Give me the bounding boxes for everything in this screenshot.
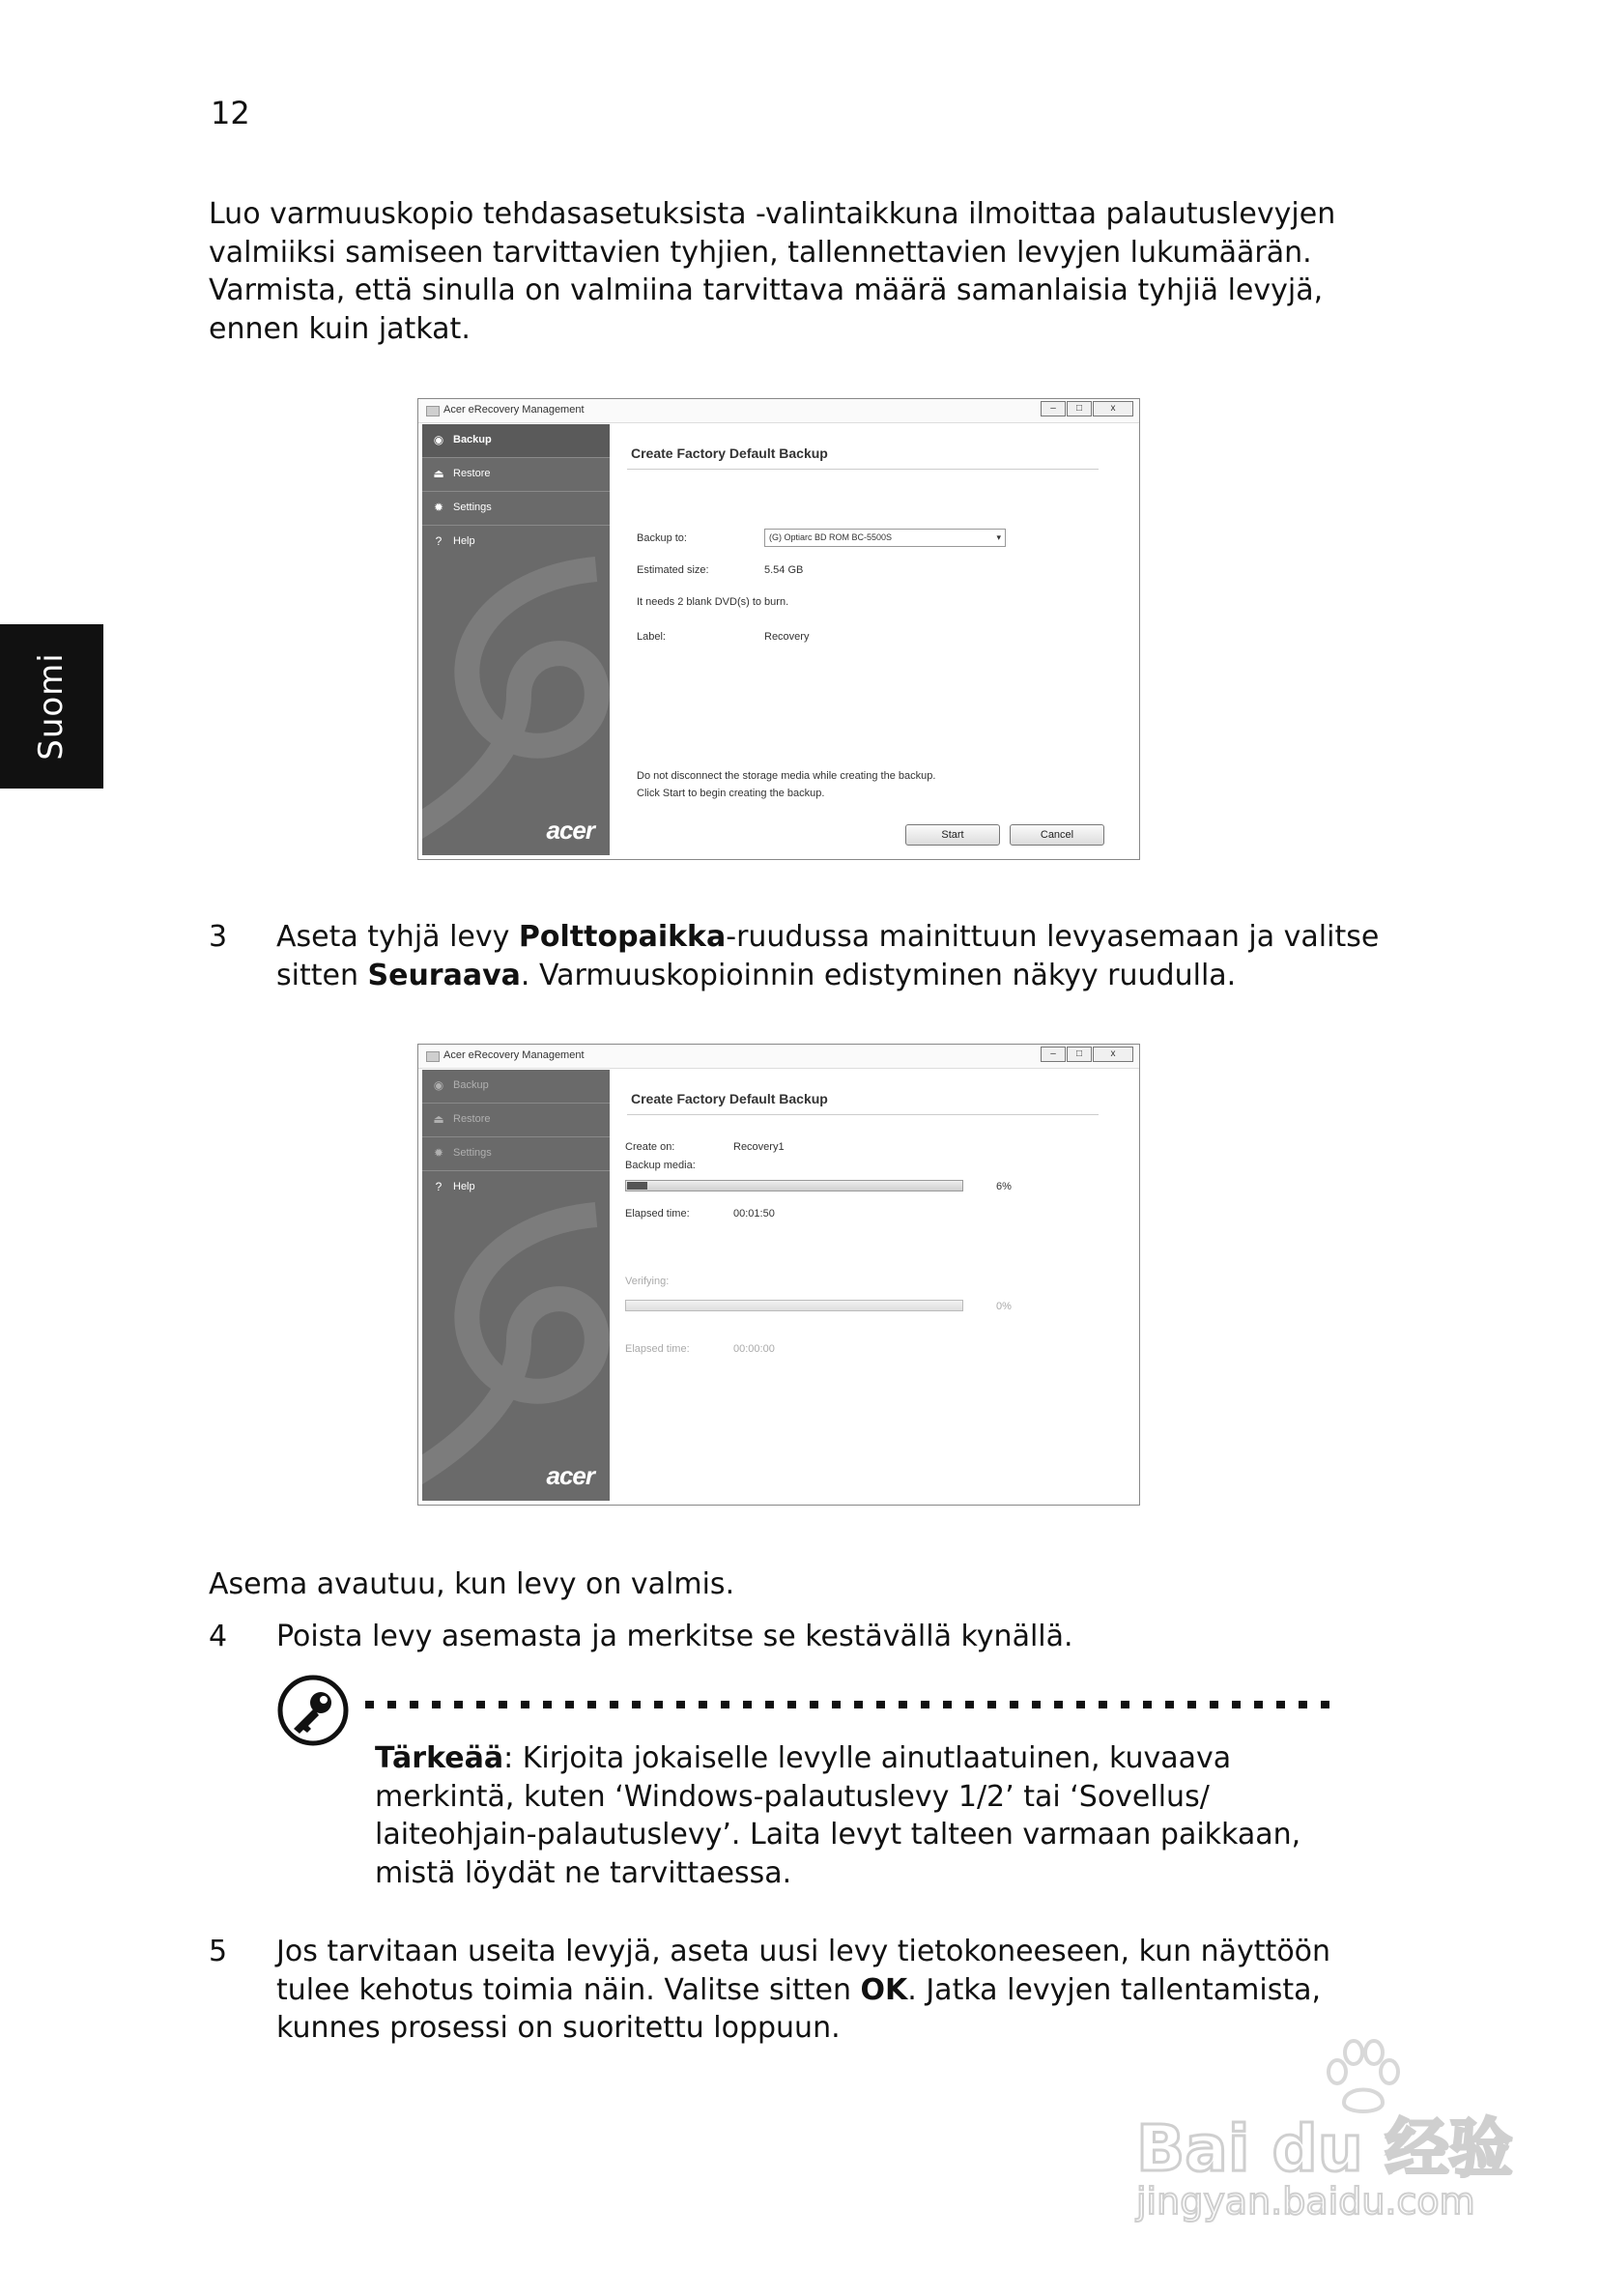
backup-progress-percent: 6%	[996, 1181, 1012, 1192]
window-titlebar	[418, 399, 1139, 423]
page-number: 12	[211, 95, 250, 131]
sidebar-item-label: Restore	[453, 468, 491, 479]
backup-progress-fill	[627, 1182, 647, 1190]
verifying-label: Verifying:	[625, 1276, 670, 1287]
swirl-decoration	[422, 1186, 610, 1495]
elapsed-time-label: Elapsed time:	[625, 1343, 690, 1355]
window-titlebar	[418, 1045, 1139, 1069]
step-5	[0, 1933, 1600, 2049]
step-3	[0, 918, 1600, 995]
verify-progress-bar	[625, 1300, 963, 1311]
gear-icon: ✹	[433, 1146, 444, 1160]
sidebar-item-settings[interactable]	[422, 1137, 610, 1171]
watermark-brand: Bai du 经验	[1136, 2111, 1513, 2186]
sidebar-item-restore[interactable]	[422, 1104, 610, 1137]
minimize-button[interactable]: –	[1041, 401, 1066, 416]
important-key-icon	[276, 1674, 350, 1747]
create-on-value: Recovery1	[733, 1141, 785, 1153]
important-note	[375, 1739, 1341, 1892]
backup-icon: ◉	[433, 1078, 444, 1092]
elapsed-time-label: Elapsed time:	[625, 1208, 690, 1220]
sidebar-item-label: Settings	[453, 1147, 492, 1159]
baidu-watermark	[1136, 2039, 1523, 2232]
create-on-label: Create on:	[625, 1141, 675, 1153]
sidebar-item-help[interactable]	[422, 526, 610, 559]
acer-logo: acer	[546, 816, 594, 845]
label-field-label: Label:	[637, 631, 666, 643]
sidebar-item-label: Backup	[453, 1079, 489, 1091]
backup-to-value: (G) Optiarc BD ROM BC-5500S	[769, 532, 893, 542]
chevron-down-icon: ▾	[996, 532, 1001, 542]
step-text: sitten	[276, 958, 368, 992]
intro-line: ennen kuin jatkat.	[209, 311, 471, 346]
sidebar-item-label: Backup	[453, 434, 492, 445]
intro-paragraph	[209, 195, 1368, 348]
estimated-size-value: 5.54 GB	[764, 564, 804, 576]
step-text: tulee kehotus toimia näin. Valitse sitten	[276, 1972, 861, 2007]
window-title: Acer eRecovery Management	[443, 404, 585, 416]
watermark-url: jingyan.baidu.com	[1136, 2180, 1475, 2223]
note-text: : Kirjoita jokaiselle levylle ainutlaatuinen, kuvaava	[503, 1741, 1232, 1775]
elapsed-time-value: 00:01:50	[733, 1208, 775, 1220]
backup-icon: ◉	[433, 433, 444, 446]
info-line: Do not disconnect the storage media while creating the backup.	[637, 770, 936, 782]
restore-icon: ⏏	[433, 467, 444, 480]
note-divider	[365, 1701, 1341, 1708]
note-text: merkintä, kuten ‘Windows-palautuslevy 1/2’ tai ‘Sovellus/	[375, 1779, 1210, 1814]
step-text: -ruudussa mainittuun levyasemaan ja valitse	[726, 920, 1380, 954]
language-tab-label: Suomi	[32, 652, 71, 761]
sidebar-item-label: Restore	[453, 1113, 491, 1125]
step-4	[0, 1618, 1600, 1656]
dialog-heading: Create Factory Default Backup	[631, 1091, 828, 1106]
maximize-button[interactable]: □	[1067, 401, 1092, 416]
dialog-main-panel	[610, 424, 1135, 855]
window-title: Acer eRecovery Management	[443, 1049, 585, 1061]
note-text: mistä löydät ne tarvittaessa.	[375, 1855, 792, 1890]
info-line: Click Start to begin creating the backup.	[637, 788, 825, 799]
divider	[627, 469, 1099, 470]
ui-term-seuraava: Seuraava	[367, 958, 521, 992]
step-text: . Varmuuskopioinnin edistyminen näkyy ruudulla.	[520, 958, 1237, 992]
backup-to-select[interactable]	[764, 529, 1006, 547]
label-field-value: Recovery	[764, 631, 810, 643]
close-button[interactable]: x	[1093, 401, 1133, 416]
backup-to-label: Backup to:	[637, 532, 687, 544]
sidebar	[422, 424, 610, 855]
help-icon: ?	[435, 1180, 443, 1193]
intro-line: Luo varmuuskopio tehdasasetuksista -valintaikkuna ilmoittaa palautuslevyjen	[209, 197, 1336, 231]
maximize-button[interactable]: □	[1067, 1047, 1092, 1062]
verify-progress-percent: 0%	[996, 1301, 1012, 1312]
sidebar-item-restore[interactable]	[422, 458, 610, 492]
gear-icon: ✹	[433, 501, 444, 514]
close-button[interactable]: x	[1093, 1047, 1133, 1062]
dialog-main-panel	[610, 1070, 1135, 1501]
step-number: 4	[209, 1620, 228, 1653]
step-text: Poista levy asemasta ja merkitse se kestävällä kynällä.	[276, 1620, 1073, 1653]
intro-line: Varmista, että sinulla on valmiina tarvittava määrä samanlaisia tyhjiä levyjä,	[209, 273, 1324, 307]
sidebar-item-backup[interactable]	[422, 424, 610, 458]
sidebar-item-label: Help	[453, 535, 475, 547]
sidebar-item-backup[interactable]	[422, 1070, 610, 1104]
backup-progress-screenshot	[417, 1044, 1140, 1506]
start-button[interactable]: Start	[905, 824, 1000, 846]
backup-progress-bar	[625, 1180, 963, 1191]
intro-line: valmiiksi samiseen tarvittavien tyhjien, tallennettavien levyjen lukumäärän.	[209, 235, 1312, 270]
step-number: 3	[209, 920, 228, 954]
step-text: . Jatka levyjen tallentamista,	[907, 1972, 1322, 2007]
step-number: 5	[209, 1935, 228, 1968]
note-title: Tärkeää	[375, 1741, 504, 1775]
note-text: laiteohjain-palautuslevy’. Laita levyt talteen varmaan paikkaan,	[375, 1818, 1301, 1851]
sidebar-item-help[interactable]	[422, 1171, 610, 1204]
minimize-button[interactable]: –	[1041, 1047, 1066, 1062]
language-side-tab	[0, 624, 103, 789]
sidebar-item-label: Help	[453, 1181, 475, 1192]
ui-term-polttopaikka: Polttopaikka	[518, 920, 727, 954]
step-text: Aseta tyhjä levy	[276, 920, 519, 954]
swirl-decoration	[422, 540, 610, 849]
drive-opens-text: Asema avautuu, kun levy on valmis.	[209, 1567, 735, 1601]
app-icon	[426, 406, 440, 416]
app-icon	[426, 1051, 440, 1062]
sidebar	[422, 1070, 610, 1501]
sidebar-item-label: Settings	[453, 502, 492, 513]
step-text: Jos tarvitaan useita levyjä, aseta uusi levy tietokoneeseen, kun näyttöön	[276, 1935, 1331, 1968]
backup-media-label: Backup media:	[625, 1160, 696, 1171]
blank-dvd-notice: It needs 2 blank DVD(s) to burn.	[637, 596, 789, 608]
dialog-heading: Create Factory Default Backup	[631, 445, 828, 461]
estimated-size-label: Estimated size:	[637, 564, 709, 576]
backup-dialog-screenshot	[417, 398, 1140, 860]
ui-term-ok: OK	[860, 1972, 908, 2007]
divider	[627, 1114, 1099, 1115]
elapsed-time-value: 00:00:00	[733, 1343, 775, 1355]
restore-icon: ⏏	[433, 1112, 444, 1126]
help-icon: ?	[435, 534, 443, 548]
acer-logo: acer	[546, 1461, 594, 1490]
sidebar-item-settings[interactable]	[422, 492, 610, 526]
step-text: kunnes prosessi on suoritettu loppuun.	[276, 2011, 841, 2045]
cancel-button[interactable]: Cancel	[1010, 824, 1104, 846]
